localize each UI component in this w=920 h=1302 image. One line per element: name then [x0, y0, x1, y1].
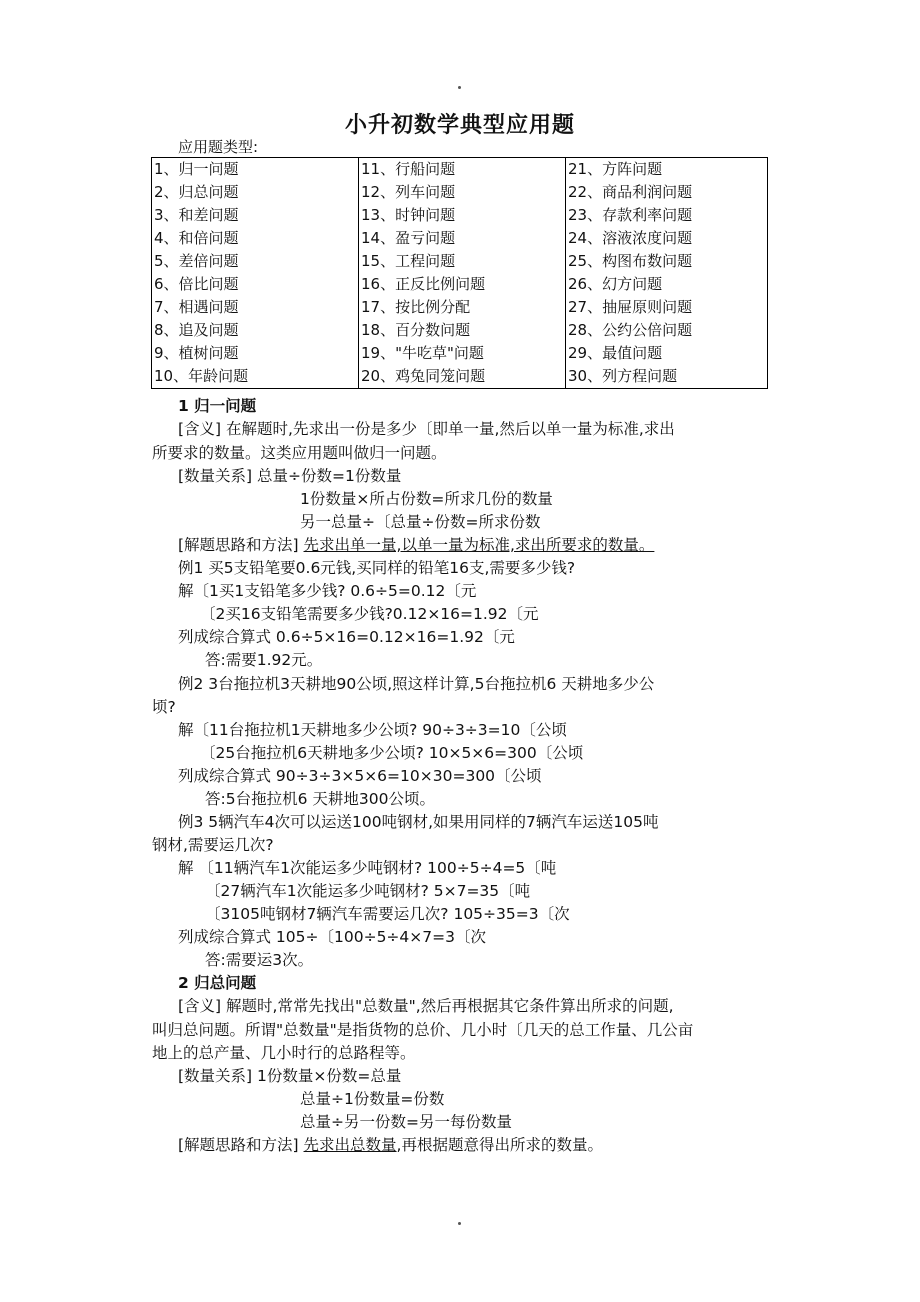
type-item: 6、倍比问题 — [152, 273, 359, 296]
page-title: 小升初数学典型应用题 — [344, 113, 575, 138]
s1-method — [178, 533, 654, 557]
ex1-step-1: 解〔1买1支铅笔多少钱? 0.6÷5=0.12〔元 — [178, 582, 477, 600]
ex2-answer: 答:5台拖拉机6 天耕地300公顷。 — [205, 790, 435, 808]
ex2-question-2: 顷? — [152, 698, 176, 716]
types-intro: 应用题类型: — [178, 138, 259, 156]
ex1-answer: 答:需要1.92元。 — [205, 651, 323, 669]
s1-meaning-1: [含义] 在解题时,先求出一份是多少〔即单一量,然后以单一量为标准,求出 — [178, 420, 675, 438]
ex3-formula: 列成综合算式 105÷〔100÷5÷4×7=3〔次 — [178, 928, 486, 946]
s2-method-label: [解题思路和方法] — [178, 1136, 304, 1154]
types-table — [151, 157, 768, 389]
type-item: 13、时钟问题 — [359, 204, 566, 227]
types-row — [152, 181, 768, 204]
ex1-step-2: 〔2买16支铅笔需要多少钱?0.12×16=1.92〔元 — [200, 605, 539, 623]
s1-method-text: 先求出单一量,以单一量为标准,求出所要求的数量。 — [303, 536, 655, 554]
type-item: 25、构图布数问题 — [566, 250, 768, 273]
type-item: 22、商品利润问题 — [566, 181, 768, 204]
type-item: 8、追及问题 — [152, 319, 359, 342]
s2-method — [178, 1133, 603, 1157]
type-item: 16、正反比例问题 — [359, 273, 566, 296]
ex2-question-1: 例2 3台拖拉机3天耕地90公顷,照这样计算,5台拖拉机6 天耕地多少公 — [178, 675, 655, 693]
ex1-question: 例1 买5支铅笔要0.6元钱,买同样的铅笔16支,需要多少钱? — [178, 559, 576, 577]
s1-meaning-2: 所要求的数量。这类应用题叫做归一问题。 — [152, 444, 447, 462]
footer-dot — [458, 1222, 461, 1225]
type-item: 12、列车问题 — [359, 181, 566, 204]
type-item: 30、列方程问题 — [566, 365, 768, 389]
section-2-heading: 2 归总问题 — [178, 974, 257, 992]
type-item: 4、和倍问题 — [152, 227, 359, 250]
type-item: 14、盈亏问题 — [359, 227, 566, 250]
type-item: 2、归总问题 — [152, 181, 359, 204]
type-item: 1、归一问题 — [152, 158, 359, 182]
type-item: 17、按比例分配 — [359, 296, 566, 319]
s1-relation-2: 1份数量×所占份数=所求几份的数量 — [300, 490, 553, 508]
header-dot — [458, 86, 461, 89]
ex3-step-3: 〔3105吨钢材7辆汽车需要运几次? 105÷35=3〔次 — [205, 905, 570, 923]
type-item: 19、"牛吃草"问题 — [359, 342, 566, 365]
types-row — [152, 319, 768, 342]
type-item: 29、最值问题 — [566, 342, 768, 365]
s2-meaning-3: 地上的总产量、几小时行的总路程等。 — [152, 1044, 416, 1062]
type-item: 3、和差问题 — [152, 204, 359, 227]
ex3-step-1: 解 〔11辆汽车1次能运多少吨钢材? 100÷5÷4=5〔吨 — [178, 859, 557, 877]
s2-meaning-1: [含义] 解题时,常常先找出"总数量",然后再根据其它条件算出所求的问题, — [178, 997, 674, 1015]
types-row — [152, 158, 768, 182]
ex1-formula: 列成综合算式 0.6÷5×16=0.12×16=1.92〔元 — [178, 628, 515, 646]
type-item: 10、年龄问题 — [152, 365, 359, 389]
type-item: 9、植树问题 — [152, 342, 359, 365]
type-item: 20、鸡兔同笼问题 — [359, 365, 566, 389]
type-item: 21、方阵问题 — [566, 158, 768, 182]
type-item: 24、溶液浓度问题 — [566, 227, 768, 250]
type-item: 27、抽屉原则问题 — [566, 296, 768, 319]
section-1-heading: 1 归一问题 — [178, 397, 257, 415]
ex3-question-2: 钢材,需要运几次? — [152, 836, 274, 854]
type-item: 26、幻方问题 — [566, 273, 768, 296]
type-item: 28、公约公倍问题 — [566, 319, 768, 342]
ex2-step-2: 〔25台拖拉机6天耕地多少公顷? 10×5×6=300〔公顷 — [200, 744, 584, 762]
s1-method-label: [解题思路和方法] — [178, 536, 304, 554]
s2-method-text-rest: ,再根据题意得出所求的数量。 — [396, 1136, 603, 1154]
types-row — [152, 365, 768, 389]
s1-relation-3: 另一总量÷〔总量÷份数=所求份数 — [300, 513, 541, 531]
ex3-answer: 答:需要运3次。 — [205, 951, 314, 969]
s2-method-text-underlined: 先求出总数量 — [303, 1136, 397, 1154]
s2-relation-3: 总量÷另一份数=另一每份数量 — [300, 1113, 512, 1131]
type-item: 5、差倍问题 — [152, 250, 359, 273]
type-item: 23、存款利率问题 — [566, 204, 768, 227]
s1-relation-1: [数量关系] 总量÷份数=1份数量 — [178, 467, 402, 485]
type-item: 11、行船问题 — [359, 158, 566, 182]
types-row — [152, 342, 768, 365]
ex3-question-1: 例3 5辆汽车4次可以运送100吨钢材,如果用同样的7辆汽车运送105吨 — [178, 813, 659, 831]
types-row — [152, 227, 768, 250]
types-row — [152, 296, 768, 319]
type-item: 15、工程问题 — [359, 250, 566, 273]
types-row — [152, 273, 768, 296]
types-row — [152, 250, 768, 273]
s2-meaning-2: 叫归总问题。所谓"总数量"是指货物的总价、几小时〔几天的总工作量、几公亩 — [152, 1021, 694, 1039]
type-item: 7、相遇问题 — [152, 296, 359, 319]
ex3-step-2: 〔27辆汽车1次能运多少吨钢材? 5×7=35〔吨 — [205, 882, 531, 900]
types-row — [152, 204, 768, 227]
ex2-formula: 列成综合算式 90÷3÷3×5×6=10×30=300〔公顷 — [178, 767, 542, 785]
ex2-step-1: 解〔11台拖拉机1天耕地多少公顷? 90÷3÷3=10〔公顷 — [178, 721, 567, 739]
s2-relation-1: [数量关系] 1份数量×份数=总量 — [178, 1067, 402, 1085]
s2-relation-2: 总量÷1份数量=份数 — [300, 1090, 445, 1108]
type-item: 18、百分数问题 — [359, 319, 566, 342]
